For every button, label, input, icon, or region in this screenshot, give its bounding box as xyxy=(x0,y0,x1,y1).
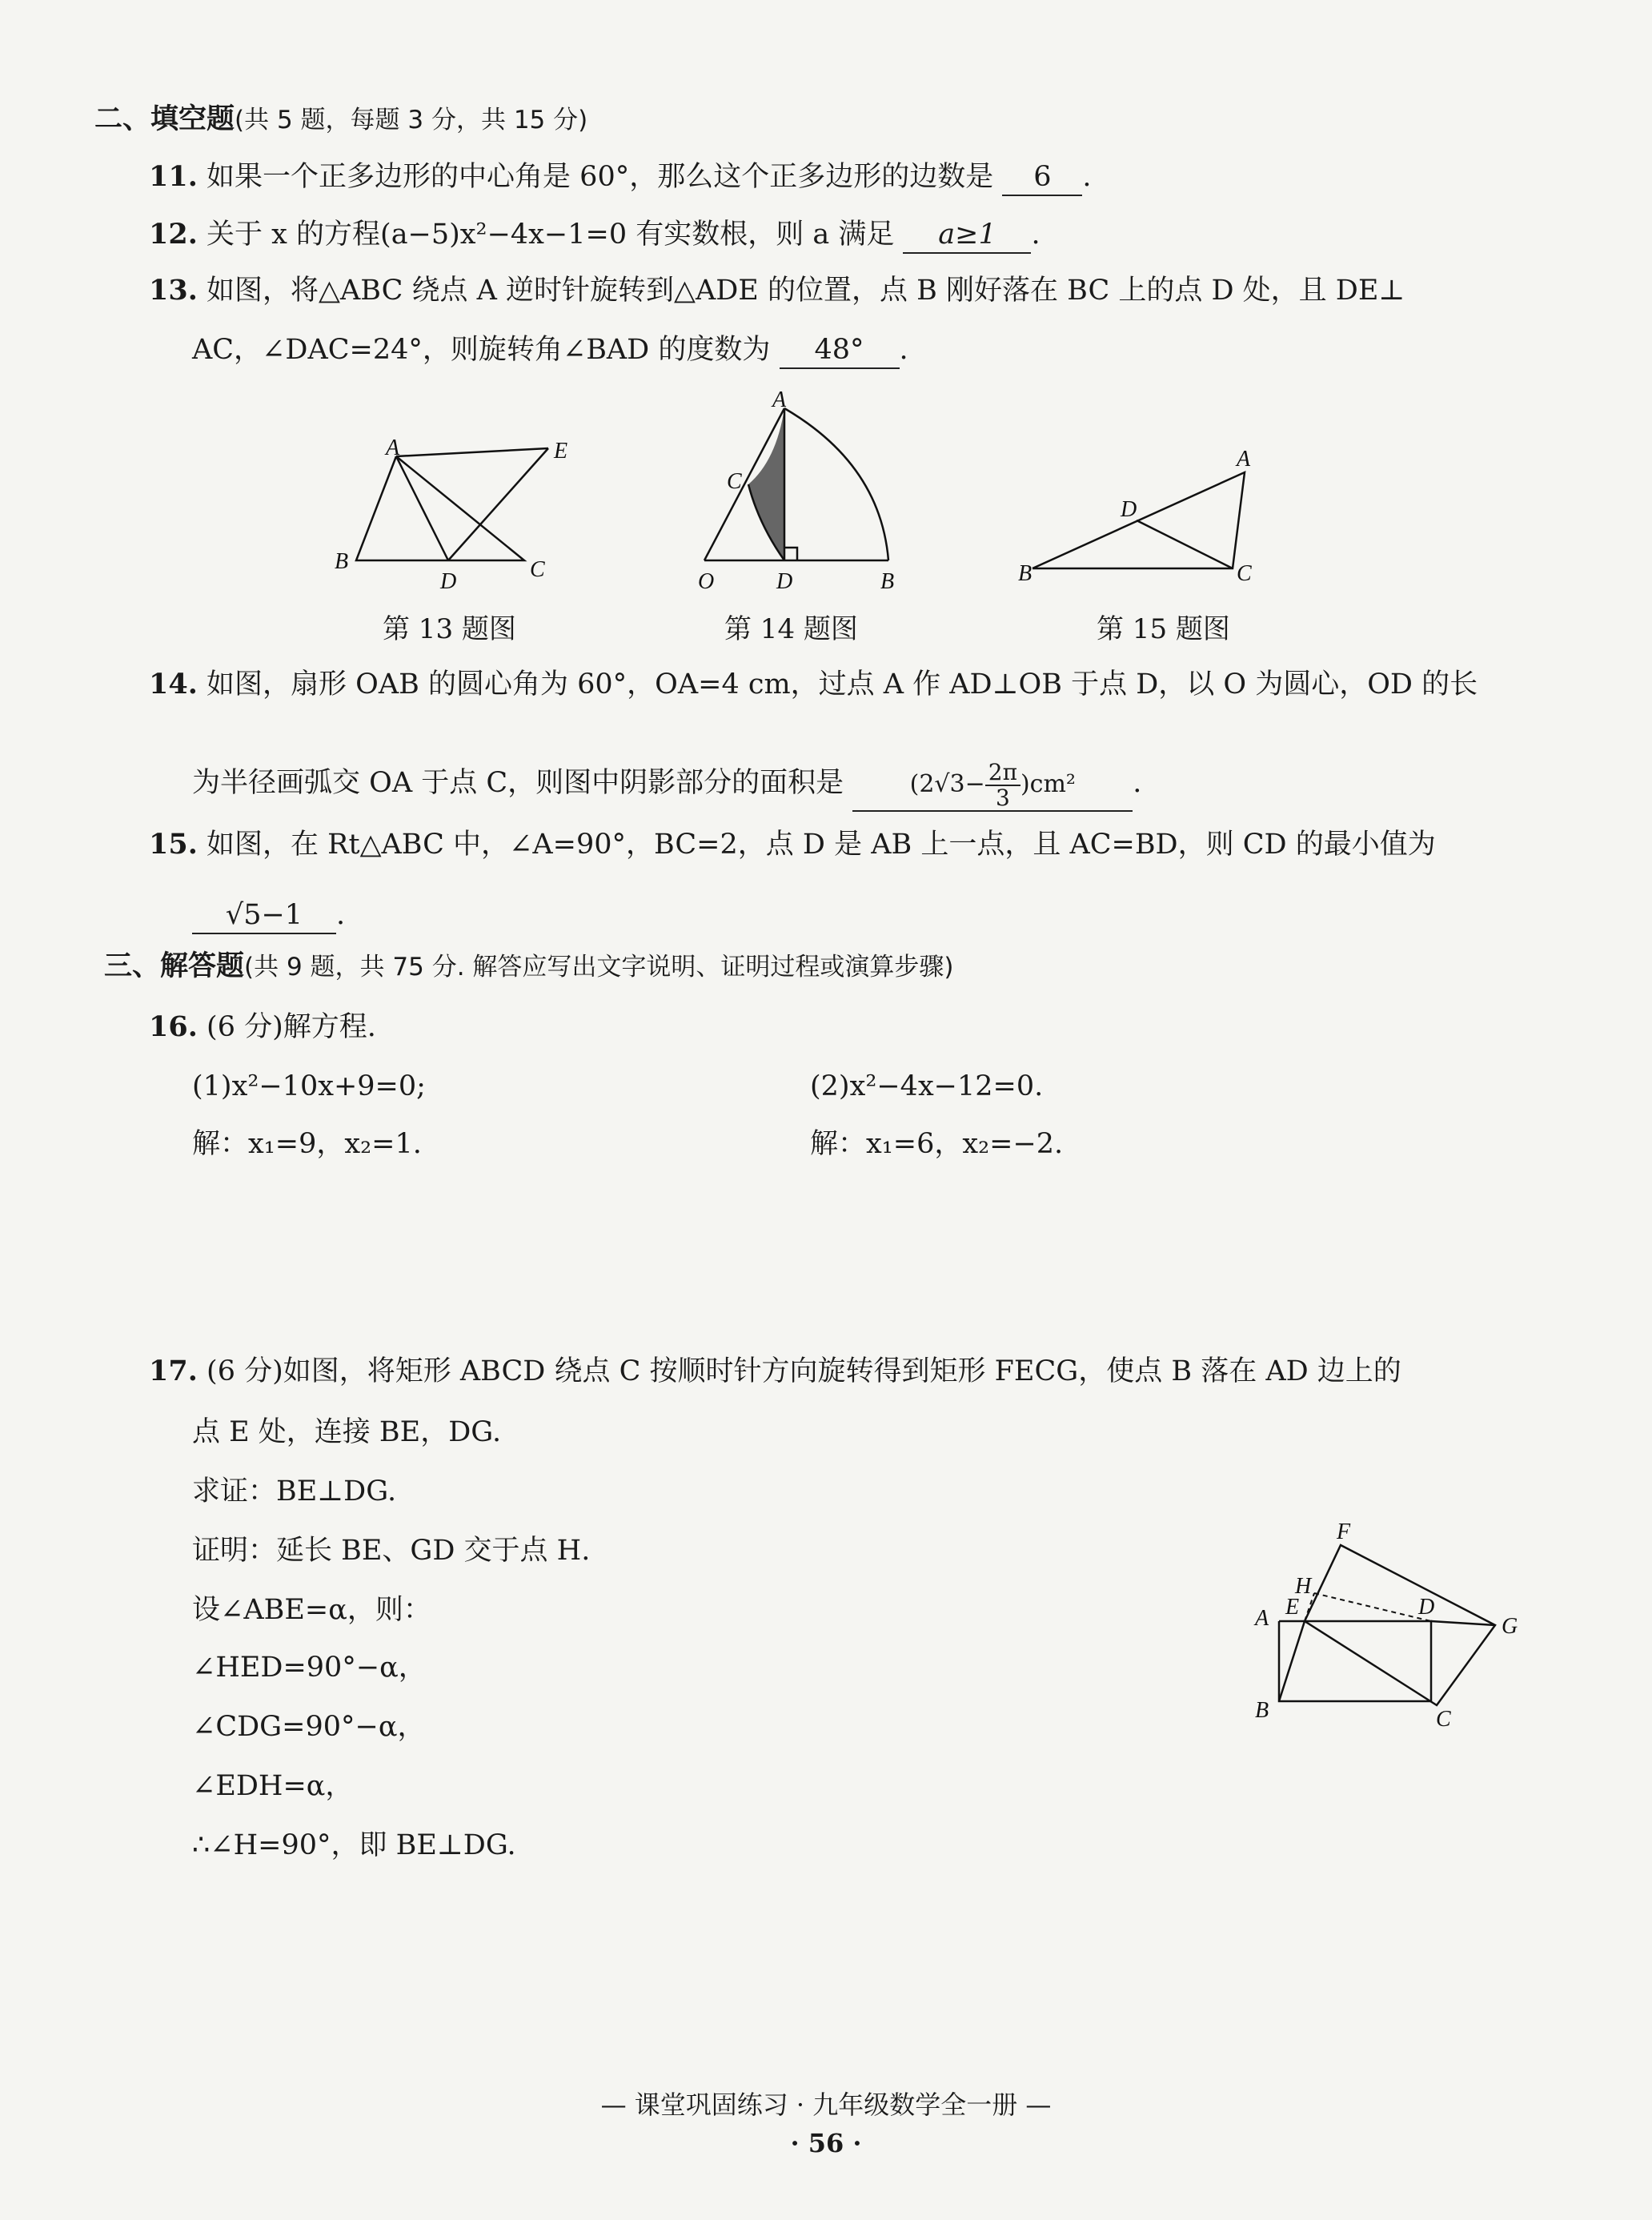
q17-line1: (6 分)如图，将矩形 ABCD 绕点 C 按顺时针方向旋转得到矩形 FECG，使点 B 落在 AD 边上的 xyxy=(206,1355,1401,1387)
q12-end: . xyxy=(1031,219,1041,251)
q15-line1: 如图，在 Rt△ABC 中，∠A=90°，BC=2，点 D 是 AB 上一点，且 AC=BD，则 CD 的最小值为 xyxy=(206,829,1436,861)
q16-text: (6 分)解方程. xyxy=(206,1011,376,1043)
q15-end: . xyxy=(336,899,346,931)
q17-step-1: 证明：延长 BE、GD 交于点 H. xyxy=(192,1535,591,1567)
q13-line1: 如图，将△ABC 绕点 A 逆时针旋转到△ADE 的位置，点 B 刚好落在 BC 上的点 D 处，且 DE⊥ xyxy=(206,275,1405,307)
q13-end: . xyxy=(899,334,908,366)
q14-answer-denominator: 3 xyxy=(995,785,1010,811)
q13-number: 13. xyxy=(149,274,198,307)
question-15-answer-line xyxy=(192,895,345,935)
q16-number: 16. xyxy=(149,1010,198,1043)
figure-17 xyxy=(1241,1513,1529,1740)
fig13-label-D: D xyxy=(440,569,457,594)
fig15-label-D: D xyxy=(1121,497,1137,522)
q11-number: 11. xyxy=(149,160,198,193)
q13-line2: AC，∠DAC=24°，则旋转角∠BAD 的度数为 xyxy=(192,334,771,366)
fig17-label-H: H xyxy=(1295,1574,1312,1599)
q11-answer: 6 xyxy=(1002,159,1082,196)
q14-answer-numerator: 2π xyxy=(985,761,1020,786)
page-number: · 56 · xyxy=(790,2128,862,2158)
question-14-line2 xyxy=(192,761,1141,812)
fig13-label-A: A xyxy=(386,436,400,460)
section3-note: (共 9 题，共 75 分. 解答应写出文字说明、证明过程或演算步骤) xyxy=(244,953,954,982)
fig17-label-C: C xyxy=(1436,1707,1451,1732)
q17-step-5: ∠EDH=α， xyxy=(192,1770,354,1802)
fig13-label-B: B xyxy=(335,549,349,574)
fig17-label-D: D xyxy=(1418,1595,1435,1620)
fig17-label-E: E xyxy=(1285,1595,1300,1620)
q14-answer xyxy=(852,761,1133,812)
figure-15 xyxy=(1008,440,1329,596)
figure-13 xyxy=(320,424,592,604)
figure-15-caption: 第 15 题图 xyxy=(1097,613,1230,645)
q14-number: 14. xyxy=(149,668,198,701)
fig17-label-B: B xyxy=(1255,1698,1269,1723)
section2-header xyxy=(94,99,587,140)
figure-13-caption: 第 13 题图 xyxy=(383,613,516,645)
q14-answer-fraction xyxy=(985,761,1020,810)
section2-note: (共 5 题，每题 3 分，共 15 分) xyxy=(235,106,588,134)
question-12 xyxy=(149,215,1041,255)
fig17-label-A: A xyxy=(1255,1606,1269,1631)
section2-title: 二、填空题 xyxy=(94,103,235,135)
question-15 xyxy=(149,825,1436,865)
q12-text: 关于 x 的方程(a−5)x²−4x−1=0 有实数根，则 a 满足 xyxy=(206,219,895,251)
fig14-label-D: D xyxy=(776,569,793,594)
q11-end: . xyxy=(1082,161,1092,193)
fig14-label-C: C xyxy=(727,469,742,494)
figure-14 xyxy=(688,384,912,604)
q12-answer: a≥1 xyxy=(903,217,1031,254)
q16-solution2: 解：x₁=6，x₂=−2. xyxy=(810,1128,1064,1160)
q14-answer-pre: (2√3− xyxy=(909,770,985,798)
q11-text: 如果一个正多边形的中心角是 60°，那么这个正多边形的边数是 xyxy=(206,161,994,193)
q17-step-3: ∠HED=90°−α， xyxy=(192,1652,427,1684)
q14-end: . xyxy=(1133,767,1142,799)
fig13-label-E: E xyxy=(554,439,568,464)
q17-step-2: 设∠ABE=α，则： xyxy=(192,1594,431,1626)
q17-number: 17. xyxy=(149,1355,198,1387)
q17-step-4: ∠CDG=90°−α， xyxy=(192,1711,426,1743)
section3-title: 三、解答题 xyxy=(104,950,245,982)
q17-step-6: ∴∠H=90°，即 BE⊥DG. xyxy=(192,1829,516,1861)
q15-answer: √5−1 xyxy=(192,897,336,934)
q12-number: 12. xyxy=(149,218,198,251)
question-14-line1 xyxy=(149,664,1478,705)
q14-answer-post: )cm² xyxy=(1020,770,1076,798)
fig14-label-A: A xyxy=(772,387,787,412)
fig14-label-O: O xyxy=(698,569,715,594)
fig13-label-C: C xyxy=(530,557,545,582)
q17-line2: 点 E 处，连接 BE，DG. xyxy=(192,1416,502,1448)
question-13-line2 xyxy=(192,330,908,370)
question-16 xyxy=(149,1007,376,1047)
q17-prove: 求证：BE⊥DG. xyxy=(192,1475,397,1507)
footer-title: — 课堂巩固练习 · 九年级数学全一册 — xyxy=(600,2090,1052,2120)
question-11 xyxy=(149,157,1092,197)
section3-header xyxy=(104,946,954,987)
fig17-label-G: G xyxy=(1502,1614,1518,1639)
q16-solution1: 解：x₁=9，x₂=1. xyxy=(192,1128,422,1160)
fig15-label-A: A xyxy=(1237,447,1251,472)
q14-line1: 如图，扇形 OAB 的圆心角为 60°，OA=4 cm，过点 A 作 AD⊥OB 于点 D，以 O 为圆心，OD 的长 xyxy=(206,668,1478,701)
q14-line2: 为半径画弧交 OA 于点 C，则图中阴影部分的面积是 xyxy=(192,767,844,799)
fig17-label-F: F xyxy=(1337,1519,1351,1544)
q16-part2: (2)x²−4x−12=0. xyxy=(810,1070,1044,1102)
q13-answer: 48° xyxy=(780,332,900,369)
fig15-label-B: B xyxy=(1018,561,1032,586)
q16-part1: (1)x²−10x+9=0; xyxy=(192,1070,426,1102)
question-17-line1 xyxy=(149,1351,1401,1391)
fig15-label-C: C xyxy=(1237,561,1252,586)
figure-14-caption: 第 14 题图 xyxy=(724,613,858,645)
question-13-line1 xyxy=(149,271,1405,311)
fig14-label-B: B xyxy=(880,569,895,594)
q15-number: 15. xyxy=(149,828,198,861)
